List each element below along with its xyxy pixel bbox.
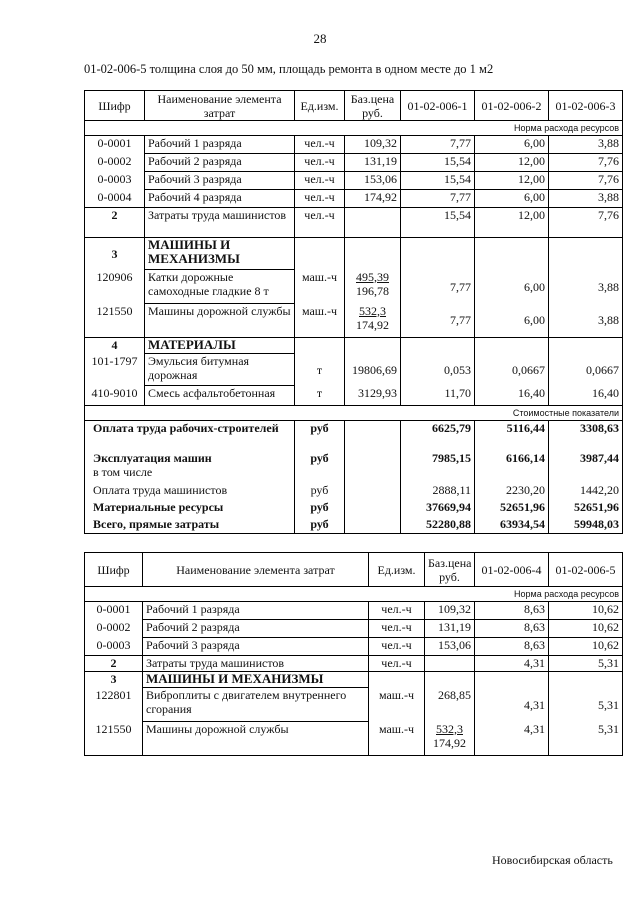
row-value-3: 3,88 [549, 270, 623, 304]
cost-value-3: 59948,03 [549, 517, 623, 534]
cost-row [85, 451, 623, 483]
row-name: Рабочий 2 разряда [143, 620, 369, 638]
cost-name: Оплата труда машинистов [85, 483, 295, 500]
row-value-4: 4,31 [475, 688, 549, 722]
row-value-3: 3,88 [549, 190, 623, 208]
section-code: 3 [85, 238, 145, 270]
cost-value-1: 2888,11 [401, 483, 475, 500]
cost-row [85, 517, 623, 534]
cost-value-2: 6166,14 [475, 451, 549, 483]
table-row [85, 688, 623, 722]
row-name: Смесь асфальтобетонная [145, 386, 295, 406]
row-value-1: 11,70 [401, 386, 475, 406]
row-unit: чел.-ч [295, 172, 345, 190]
row-price: 109,32 [345, 136, 401, 154]
row-value-5: 5,31 [549, 722, 623, 756]
norm-label: Норма расхода ресурсов [85, 121, 623, 136]
price-bottom: 196,78 [356, 283, 389, 298]
row-unit: чел.-ч [369, 656, 425, 672]
row-price: 3129,93 [345, 386, 401, 406]
price-top: 532,3 [436, 721, 463, 736]
table-row [85, 638, 623, 656]
row-value-2: 6,00 [475, 270, 549, 304]
row-code: 0-0001 [85, 136, 145, 154]
row-code: 2 [85, 208, 145, 238]
row-code: 0-0001 [85, 602, 143, 620]
price-top: 495,39 [356, 269, 389, 284]
section-code: 4 [85, 338, 145, 354]
row-unit: чел.-ч [369, 602, 425, 620]
table-row [85, 354, 623, 386]
row-value-3: 7,76 [549, 172, 623, 190]
cost-name: Всего, прямые затраты [85, 517, 295, 534]
cost-value-1: 52280,88 [401, 517, 475, 534]
section-row [85, 338, 623, 354]
row-name: Машины дорожной службы [145, 304, 295, 338]
header-col-2: 01-02-006-2 [475, 91, 549, 121]
table-row [85, 602, 623, 620]
table-row [85, 620, 623, 638]
row-value-2: 6,00 [475, 136, 549, 154]
row-unit: маш.-ч [369, 688, 425, 722]
header-col-5: 01-02-006-5 [549, 553, 623, 587]
row-code: 120906 [85, 270, 145, 304]
cost-value-2: 52651,96 [475, 500, 549, 517]
cost-row [85, 483, 623, 500]
cost-label: Стоимостные показатели [85, 406, 623, 421]
cost-value-3: 52651,96 [549, 500, 623, 517]
cost-unit: руб [295, 517, 345, 534]
table-row [85, 154, 623, 172]
row-value-1: 0,053 [401, 354, 475, 386]
cost-value-3: 3308,63 [549, 421, 623, 451]
row-price: 153,06 [345, 172, 401, 190]
cost-row [85, 500, 623, 517]
header-code: Шифр [85, 553, 143, 587]
row-value-3: 0,0667 [549, 354, 623, 386]
row-unit: т [295, 386, 345, 406]
row-value-3: 3,88 [549, 136, 623, 154]
row-value-3: 7,76 [549, 208, 623, 238]
row-price: 268,85 [425, 688, 475, 722]
row-code: 101-1797 [85, 354, 145, 386]
row-name: Рабочий 3 разряда [143, 638, 369, 656]
row-unit: чел.-ч [369, 638, 425, 656]
header-price: Баз.цена руб. [425, 553, 475, 587]
row-price [425, 722, 475, 756]
table-row [85, 136, 623, 154]
cost-subtitle: в том числе [93, 464, 153, 479]
cost-label-row [85, 406, 623, 421]
row-name: Рабочий 4 разряда [145, 190, 295, 208]
table-row [85, 722, 623, 756]
section-title: МАШИНЫ И МЕХАНИЗМЫ [145, 238, 295, 270]
row-name: Рабочий 1 разряда [145, 136, 295, 154]
row-value-1: 7,77 [401, 190, 475, 208]
cost-value-3: 3987,44 [549, 451, 623, 483]
cost-row [85, 421, 623, 451]
row-name: Виброплиты с двигателем внутреннего сгорания [143, 688, 369, 722]
table-row [85, 270, 623, 304]
header-row [85, 553, 623, 587]
row-name: Рабочий 1 разряда [143, 602, 369, 620]
table-row [85, 190, 623, 208]
row-price [345, 304, 401, 338]
cost-value-1: 37669,94 [401, 500, 475, 517]
region-footer: Новосибирская область [492, 853, 613, 867]
row-value-2: 6,00 [475, 190, 549, 208]
cost-value-2: 63934,54 [475, 517, 549, 534]
cost-value-2: 2230,20 [475, 483, 549, 500]
cost-value-2: 5116,44 [475, 421, 549, 451]
row-name: Машины дорожной службы [143, 722, 369, 756]
cost-unit: руб [295, 500, 345, 517]
row-unit: чел.-ч [295, 190, 345, 208]
row-value-2: 16,40 [475, 386, 549, 406]
row-code: 122801 [85, 688, 143, 722]
row-value-4: 8,63 [475, 620, 549, 638]
row-price: 109,32 [425, 602, 475, 620]
row-price [425, 656, 475, 672]
cost-value-1: 6625,79 [401, 421, 475, 451]
resource-table-1 [84, 90, 623, 534]
norm-label-row [85, 121, 623, 136]
table-row [85, 208, 623, 238]
row-value-5: 5,31 [549, 688, 623, 722]
norm-label-row [85, 587, 623, 602]
row-value-5: 5,31 [549, 656, 623, 672]
cost-name: Материальные ресурсы [85, 500, 295, 517]
row-value-4: 4,31 [475, 656, 549, 672]
section-title: МАШИНЫ И МЕХАНИЗМЫ [143, 672, 369, 688]
cost-unit: руб [295, 483, 345, 500]
header-col-4: 01-02-006-4 [475, 553, 549, 587]
table-caption: 01-02-006-5 толщина слоя до 50 мм, площадь ремонта в одном месте до 1 м2 [84, 62, 494, 76]
row-name: Затраты труда машинистов [145, 208, 295, 238]
row-unit: маш.-ч [369, 722, 425, 756]
row-value-2: 12,00 [475, 154, 549, 172]
row-price: 131,19 [425, 620, 475, 638]
table-row [85, 386, 623, 406]
row-value-1: 7,77 [401, 136, 475, 154]
header-price: Баз.цена руб. [345, 91, 401, 121]
row-value-3: 3,88 [549, 304, 623, 338]
cost-value-1: 7985,15 [401, 451, 475, 483]
header-col-3: 01-02-006-3 [549, 91, 623, 121]
row-code: 0-0002 [85, 620, 143, 638]
row-price: 19806,69 [345, 354, 401, 386]
row-price: 174,92 [345, 190, 401, 208]
cost-name: Оплата труда рабочих-строителей [85, 421, 295, 451]
row-code: 0-0004 [85, 190, 145, 208]
row-code: 2 [85, 656, 143, 672]
row-value-3: 7,76 [549, 154, 623, 172]
row-value-1: 15,54 [401, 154, 475, 172]
header-row [85, 91, 623, 121]
row-code: 0-0003 [85, 638, 143, 656]
row-value-1: 7,77 [401, 304, 475, 338]
header-code: Шифр [85, 91, 145, 121]
row-name: Затраты труда машинистов [143, 656, 369, 672]
row-value-1: 15,54 [401, 208, 475, 238]
row-code: 0-0003 [85, 172, 145, 190]
row-value-2: 12,00 [475, 208, 549, 238]
header-name: Наименование элемента затрат [145, 91, 295, 121]
row-value-1: 15,54 [401, 172, 475, 190]
row-value-5: 10,62 [549, 620, 623, 638]
cost-value-3: 1442,20 [549, 483, 623, 500]
section-row [85, 672, 623, 688]
row-unit: чел.-ч [295, 208, 345, 238]
row-code: 121550 [85, 722, 143, 756]
row-name: Рабочий 3 разряда [145, 172, 295, 190]
row-unit: маш.-ч [295, 270, 345, 304]
price-bottom: 174,92 [356, 317, 389, 332]
price-bottom: 174,92 [433, 735, 466, 750]
section-row [85, 238, 623, 270]
cost-title: Эксплуатация машин [93, 450, 212, 465]
row-price [345, 270, 401, 304]
row-unit: чел.-ч [295, 136, 345, 154]
norm-label: Норма расхода ресурсов [85, 587, 623, 602]
header-col-1: 01-02-006-1 [401, 91, 475, 121]
row-value-3: 16,40 [549, 386, 623, 406]
table-row [85, 172, 623, 190]
row-price: 131,19 [345, 154, 401, 172]
row-value-5: 10,62 [549, 638, 623, 656]
cost-name [85, 451, 295, 483]
header-unit: Ед.изм. [295, 91, 345, 121]
price-top: 532,3 [359, 303, 386, 318]
table-row [85, 304, 623, 338]
row-code: 121550 [85, 304, 145, 338]
row-value-4: 8,63 [475, 638, 549, 656]
row-name: Рабочий 2 разряда [145, 154, 295, 172]
row-unit: маш.-ч [295, 304, 345, 338]
cost-unit: руб [295, 451, 345, 483]
row-unit: чел.-ч [369, 620, 425, 638]
page-number: 28 [313, 31, 327, 46]
row-value-2: 0,0667 [475, 354, 549, 386]
section-code: 3 [85, 672, 143, 688]
header-name: Наименование элемента затрат [143, 553, 369, 587]
resource-table-2 [84, 552, 623, 756]
row-unit: чел.-ч [295, 154, 345, 172]
row-name: Катки дорожные самоходные гладкие 8 т [145, 270, 295, 304]
row-code: 0-0002 [85, 154, 145, 172]
cost-unit: руб [295, 421, 345, 451]
section-title: МАТЕРИАЛЫ [145, 338, 295, 354]
row-price: 153,06 [425, 638, 475, 656]
row-code: 410-9010 [85, 386, 145, 406]
row-unit: т [295, 354, 345, 386]
row-value-1: 7,77 [401, 270, 475, 304]
row-price [345, 208, 401, 238]
row-value-2: 6,00 [475, 304, 549, 338]
row-value-4: 4,31 [475, 722, 549, 756]
row-value-2: 12,00 [475, 172, 549, 190]
row-value-4: 8,63 [475, 602, 549, 620]
row-value-5: 10,62 [549, 602, 623, 620]
table-row [85, 656, 623, 672]
header-unit: Ед.изм. [369, 553, 425, 587]
row-name: Эмульсия битумная дорожная [145, 354, 295, 386]
